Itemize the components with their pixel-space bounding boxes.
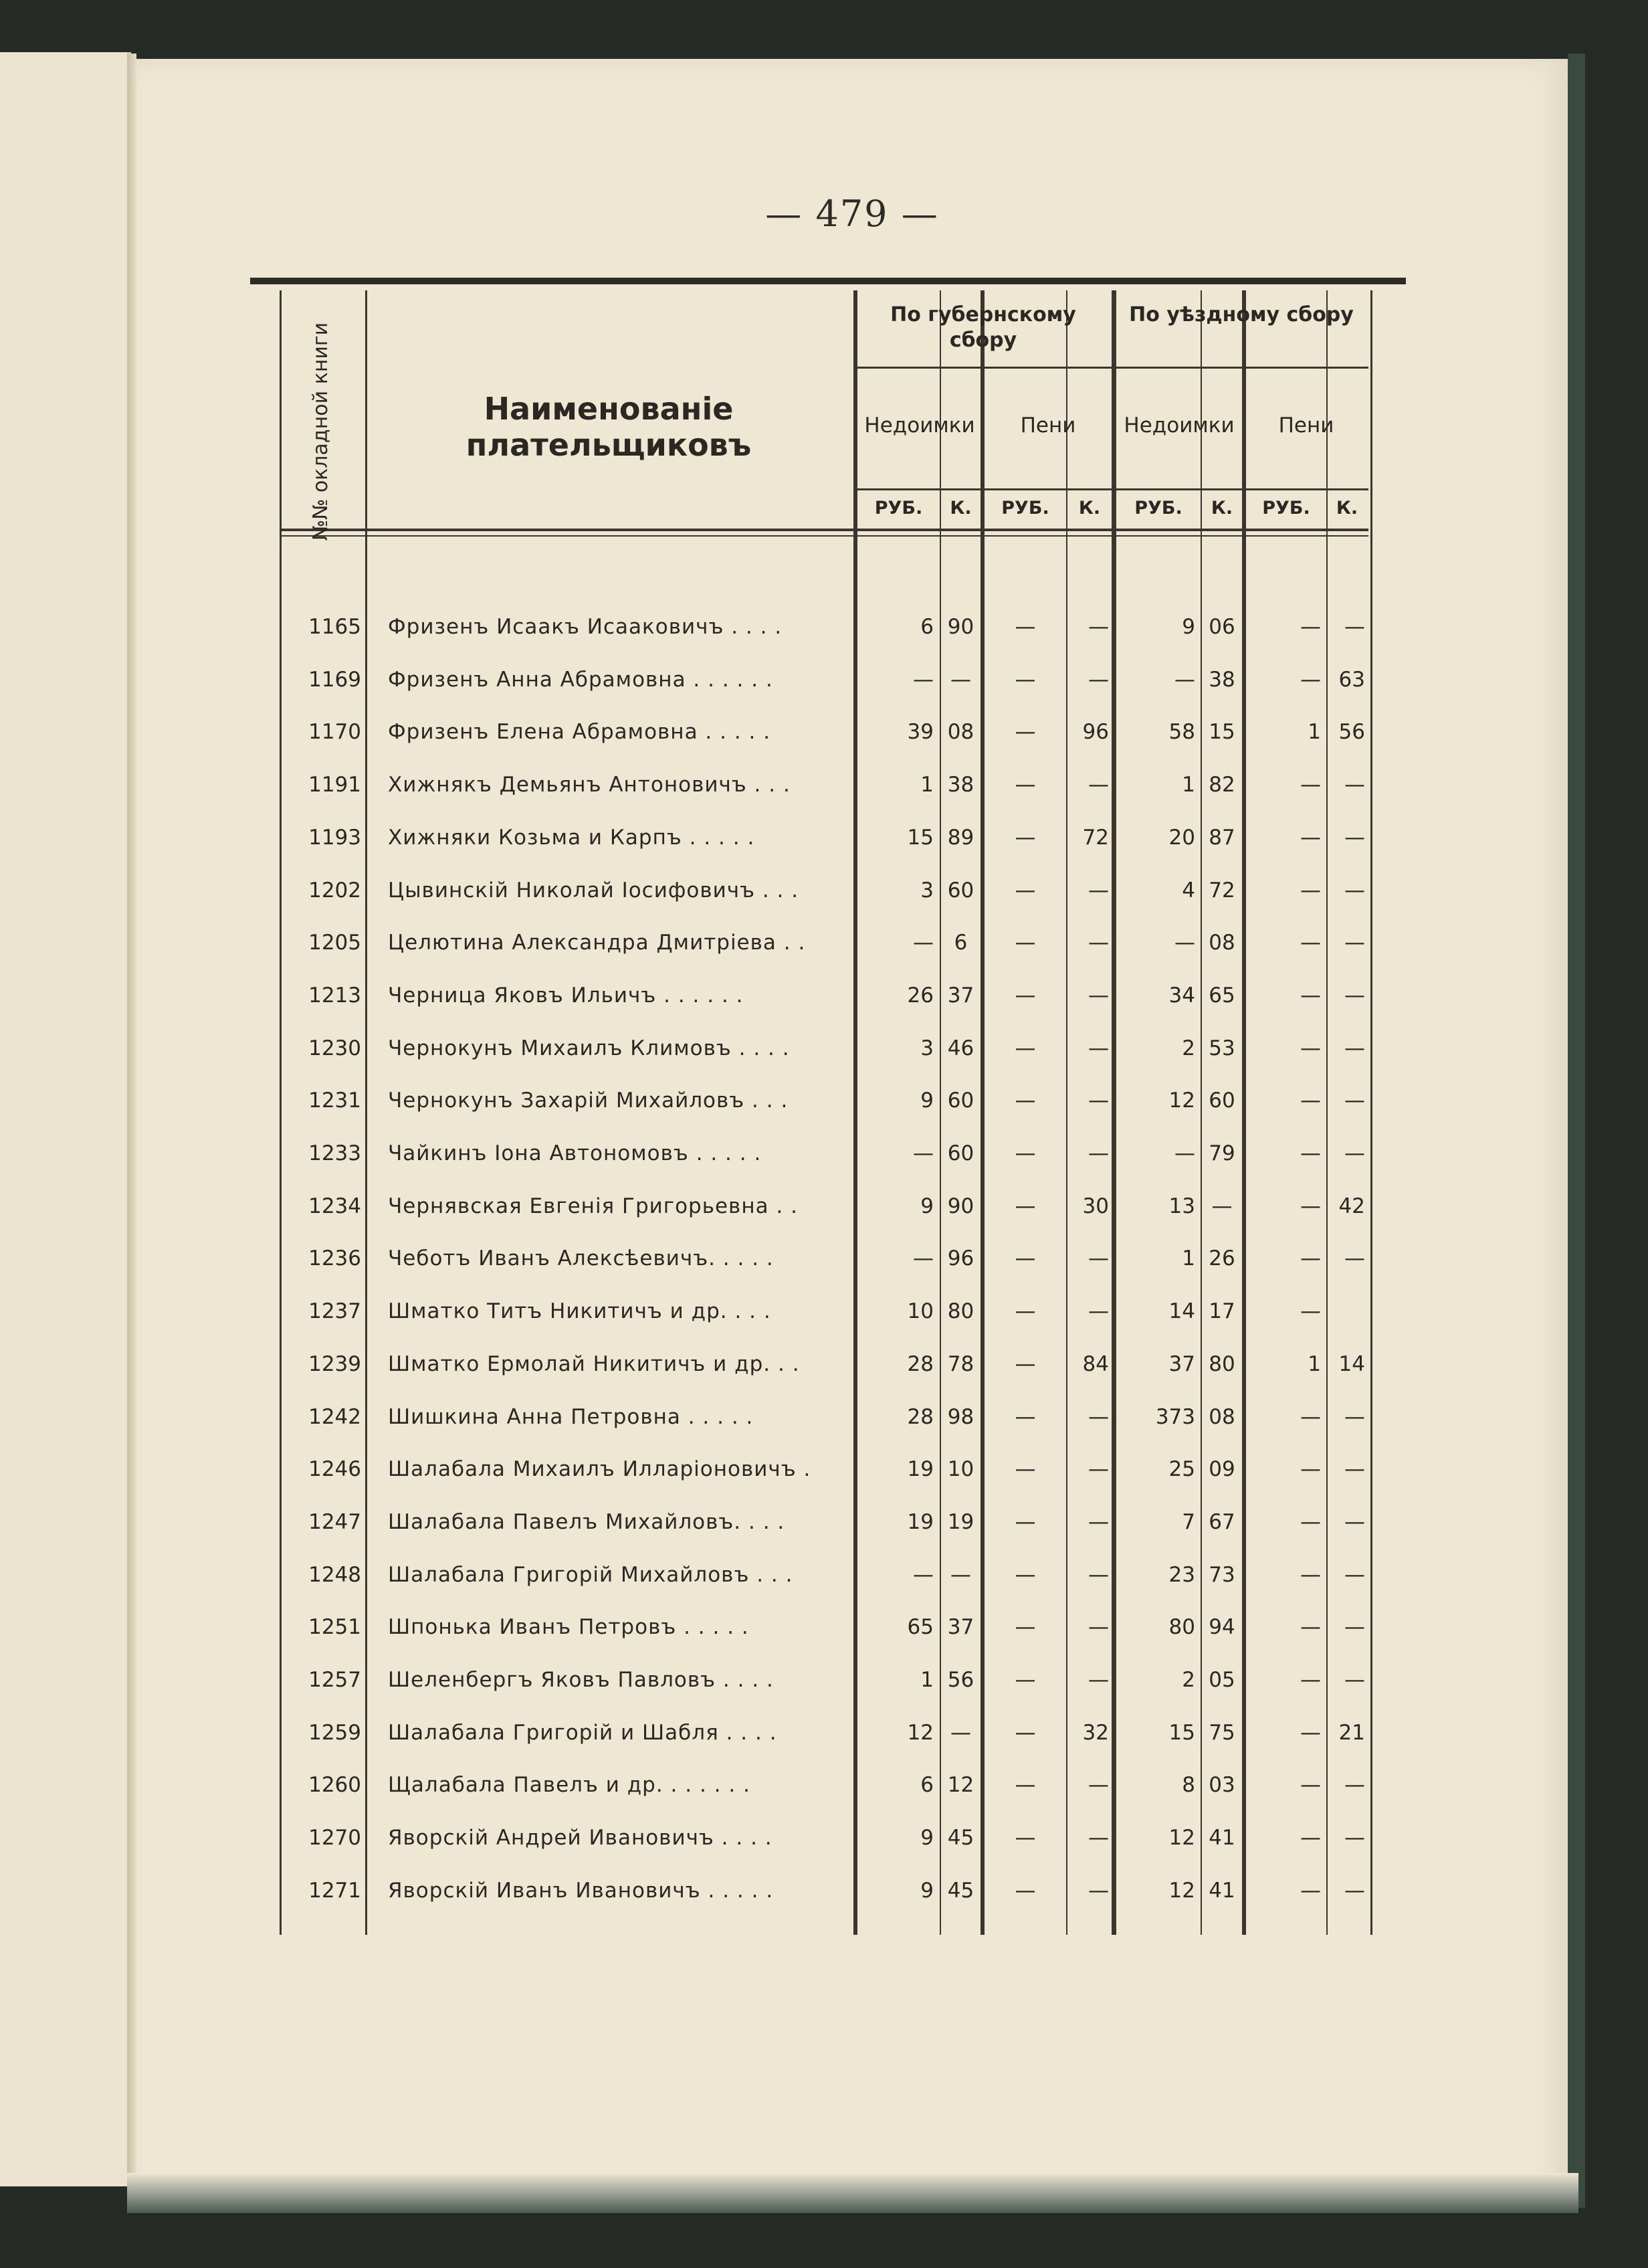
district-arrears-rubles: 8 [1182,1773,1195,1798]
district-fines-kopecks: — [1344,1562,1365,1587]
provincial-fines-rubles: — [1015,1615,1036,1640]
provincial-arrears-kopecks: 19 [947,1509,974,1534]
provincial-fines-rubles: — [1015,878,1036,903]
provincial-fines-rubles: — [1015,615,1036,639]
provincial-arrears-kopecks: 60 [947,1141,974,1165]
district-fines-rubles: — [1300,931,1321,955]
provincial-arrears-rubles: 65 [907,1615,934,1640]
district-arrears-rubles: 23 [1168,1562,1195,1587]
book-number: 1257 [308,1668,361,1692]
provincial-fines-rubles: — [1015,1773,1036,1798]
district-fines-kopecks: 63 [1338,667,1365,692]
provincial-arrears-kopecks: 78 [947,1351,974,1376]
table-row [0,1338,1648,1390]
district-fines-rubles: — [1300,1615,1321,1640]
district-fines-kopecks [1328,1285,1365,1337]
payer-name: Хижнякъ Демьянъ Антоновичъ . . . [388,773,791,797]
district-fines-kopecks: — [1344,1615,1365,1640]
book-number: 1230 [308,1036,361,1060]
table-row [0,1127,1648,1179]
provincial-fines-rubles: — [1015,1562,1036,1587]
district-fines-rubles: — [1300,1141,1321,1165]
provincial-arrears-kopecks: 45 [947,1878,974,1903]
book-number: 1170 [308,720,361,745]
table-row [0,917,1648,969]
district-arrears-rubles: 80 [1168,1615,1195,1640]
table-row [0,1232,1648,1285]
provincial-arrears-kopecks: 38 [947,773,974,797]
provincial-fines-kopecks: — [1088,1668,1109,1692]
provincial-fines-rubles: — [1015,825,1036,850]
provincial-arrears-kopecks: 45 [947,1826,974,1851]
district-fines-rubles: — [1300,1246,1321,1271]
table-row [0,1601,1648,1653]
provincial-arrears-kopecks: 80 [947,1299,974,1324]
district-arrears-kopecks: 82 [1209,773,1235,797]
provincial-arrears-kopecks: 98 [947,1404,974,1429]
district-arrears-kopecks: 94 [1209,1615,1235,1640]
district-fines-kopecks: — [1344,1509,1365,1534]
district-fines-rubles: — [1300,878,1321,903]
header-arrears: Недоимки [1124,413,1235,438]
provincial-fines-rubles: — [1015,1351,1036,1376]
book-number: 1237 [308,1299,361,1324]
district-arrears-rubles: 2 [1182,1036,1195,1060]
provincial-fines-rubles: — [1015,1299,1036,1324]
book-number: 1260 [308,1773,361,1798]
payer-name: Шалабала Павелъ Михайловъ. . . . [388,1509,785,1534]
provincial-arrears-rubles: 10 [907,1299,934,1324]
district-arrears-kopecks: — [1211,1194,1233,1218]
provincial-arrears-kopecks: 37 [947,1615,974,1640]
provincial-fines-kopecks: — [1088,1826,1109,1851]
provincial-fines-kopecks: — [1088,1089,1109,1113]
district-fines-kopecks: — [1344,825,1365,850]
provincial-fines-rubles: — [1015,720,1036,745]
table-row [0,864,1648,917]
table-row [0,654,1648,706]
provincial-fines-kopecks: — [1088,1457,1109,1482]
district-arrears-kopecks: 38 [1209,667,1235,692]
payer-name: Шалабала Михаилъ Илларіоновичъ . [388,1457,811,1482]
district-fines-rubles: — [1300,1562,1321,1587]
provincial-fines-rubles: — [1015,1194,1036,1218]
book-number: 1239 [308,1351,361,1376]
book-number: 1205 [308,931,361,955]
table-row [0,1074,1648,1127]
district-arrears-kopecks: 09 [1209,1457,1235,1482]
district-arrears-rubles: 373 [1155,1404,1195,1429]
district-fines-kopecks: — [1344,1036,1365,1060]
district-fines-rubles: — [1300,1509,1321,1534]
payer-name: Шалабала Григорій и Шабля . . . . [388,1720,777,1745]
provincial-arrears-kopecks: 90 [947,615,974,639]
district-fines-rubles: — [1300,615,1321,639]
district-fines-kopecks: — [1344,1141,1365,1165]
district-fines-rubles: — [1300,825,1321,850]
provincial-arrears-rubles: 6 [920,1773,934,1798]
provincial-arrears-kopecks: 37 [947,983,974,1008]
provincial-fines-kopecks: — [1088,1036,1109,1060]
table-row [0,1496,1648,1548]
district-arrears-kopecks: 03 [1209,1773,1235,1798]
table-row [0,1443,1648,1495]
district-arrears-kopecks: 26 [1209,1246,1235,1271]
table-row [0,1549,1648,1601]
district-fines-kopecks: — [1344,1773,1365,1798]
district-fines-kopecks: — [1344,1668,1365,1692]
provincial-fines-rubles: — [1015,1141,1036,1165]
district-arrears-kopecks: 41 [1209,1826,1235,1851]
payer-name: Яворскій Иванъ Ивановичъ . . . . . [388,1878,774,1903]
table-row [0,1812,1648,1864]
district-fines-kopecks: — [1344,983,1365,1008]
district-arrears-rubles: 58 [1168,720,1195,745]
provincial-fines-rubles: — [1015,1089,1036,1113]
district-fines-rubles: — [1300,667,1321,692]
provincial-arrears-rubles: — [913,1141,934,1165]
district-arrears-kopecks: 05 [1209,1668,1235,1692]
book-number: 1233 [308,1141,361,1165]
provincial-arrears-rubles: 9 [920,1194,934,1218]
provincial-arrears-rubles: 9 [920,1826,934,1851]
provincial-arrears-rubles: 28 [907,1404,934,1429]
district-fines-rubles: — [1300,983,1321,1008]
table-row [0,812,1648,864]
provincial-arrears-kopecks: — [950,667,971,692]
district-arrears-kopecks: 65 [1209,983,1235,1008]
payer-name: Шишкина Анна Петровна . . . . . [388,1404,754,1429]
district-fines-kopecks: 42 [1338,1194,1365,1218]
provincial-arrears-kopecks: — [950,1720,971,1745]
provincial-arrears-rubles: 19 [907,1457,934,1482]
provincial-arrears-rubles: 9 [920,1878,934,1903]
header-divider [857,488,1368,490]
header-kopecks: К. [1211,498,1233,518]
district-arrears-kopecks: 08 [1209,1404,1235,1429]
district-fines-kopecks: — [1344,1089,1365,1113]
provincial-arrears-rubles: 3 [920,878,934,903]
header-fines: Пени [1020,413,1076,438]
district-arrears-rubles: 2 [1182,1668,1195,1692]
provincial-arrears-kopecks: 08 [947,720,974,745]
provincial-fines-rubles: — [1015,1826,1036,1851]
provincial-arrears-rubles: 1 [920,1668,934,1692]
book-number: 1169 [308,667,361,692]
provincial-arrears-rubles: 9 [920,1089,934,1113]
provincial-arrears-rubles: — [913,667,934,692]
provincial-arrears-kopecks: — [950,1562,971,1587]
district-fines-kopecks: 21 [1338,1720,1365,1745]
provincial-arrears-rubles: 19 [907,1509,934,1534]
book-number: 1270 [308,1826,361,1851]
table-row [0,1285,1648,1337]
book-number: 1271 [308,1878,361,1903]
header-divider [857,367,1368,369]
district-fines-kopecks: — [1344,878,1365,903]
provincial-fines-kopecks: 30 [1082,1194,1109,1218]
district-arrears-rubles: 34 [1168,983,1195,1008]
district-arrears-rubles: — [1174,667,1195,692]
provincial-arrears-kopecks: 90 [947,1194,974,1218]
provincial-fines-rubles: — [1015,1404,1036,1429]
provincial-fines-rubles: — [1015,1246,1036,1271]
district-fines-kopecks: — [1344,1246,1365,1271]
provincial-arrears-rubles: 6 [920,615,934,639]
payer-name: Фризенъ Исаакъ Исааковичъ . . . . [388,615,783,639]
payer-name: Целютина Александра Дмитріева . . [388,931,806,955]
table-row [0,601,1648,653]
district-arrears-kopecks: 79 [1209,1141,1235,1165]
book-number: 1236 [308,1246,361,1271]
district-arrears-kopecks: 80 [1209,1351,1235,1376]
provincial-fines-rubles: — [1015,983,1036,1008]
table-row [0,1391,1648,1443]
district-fines-rubles: — [1300,1773,1321,1798]
district-arrears-rubles: — [1174,931,1195,955]
book-number: 1193 [308,825,361,850]
provincial-fines-rubles: — [1015,1457,1036,1482]
district-fines-kopecks: — [1344,1878,1365,1903]
header-fines: Пени [1278,413,1334,438]
district-fines-kopecks: — [1344,773,1365,797]
table-row [0,706,1648,758]
district-fines-rubles: — [1300,773,1321,797]
provincial-fines-kopecks: — [1088,667,1109,692]
payer-name: Чернокунъ Михаилъ Климовъ . . . . [388,1036,790,1060]
district-arrears-rubles: 1 [1182,773,1195,797]
book-number: 1191 [308,773,361,797]
payer-name: Шматко Титъ Никитичъ и др. . . . [388,1299,771,1324]
book-number: 1251 [308,1615,361,1640]
provincial-fines-kopecks: — [1088,1878,1109,1903]
payer-name: Чеботъ Иванъ Алексѣевичъ. . . . . [388,1246,774,1271]
provincial-fines-kopecks: 32 [1082,1720,1109,1745]
district-arrears-rubles: — [1174,1141,1195,1165]
payer-name: Яворскій Андрей Ивановичъ . . . . [388,1826,772,1851]
payer-name: Хижняки Козьма и Карпъ . . . . . [388,825,755,850]
provincial-fines-kopecks: — [1088,1509,1109,1534]
district-arrears-rubles: 14 [1168,1299,1195,1324]
provincial-arrears-rubles: 3 [920,1036,934,1060]
provincial-arrears-rubles: 39 [907,720,934,745]
district-fines-kopecks: — [1344,931,1365,955]
provincial-arrears-kopecks: 12 [947,1773,974,1798]
district-arrears-kopecks: 53 [1209,1036,1235,1060]
district-fines-rubles: — [1300,1299,1321,1324]
header-bottom-rule [280,529,1368,531]
district-arrears-kopecks: 73 [1209,1562,1235,1587]
header-book-number: №№ окладной книги [309,322,332,541]
provincial-fines-kopecks: — [1088,1404,1109,1429]
payer-name: Черница Яковъ Ильичъ . . . . . . [388,983,744,1008]
provincial-arrears-kopecks: 46 [947,1036,974,1060]
provincial-fines-rubles: — [1015,667,1036,692]
payer-name: Фризенъ Анна Абрамовна . . . . . . [388,667,773,692]
header-arrears: Недоимки [864,413,975,438]
district-arrears-kopecks: 87 [1209,825,1235,850]
provincial-fines-rubles: — [1015,1878,1036,1903]
book-number: 1165 [308,615,361,639]
book-number: 1202 [308,878,361,903]
district-fines-rubles: — [1300,1089,1321,1113]
district-fines-kopecks: 14 [1338,1351,1365,1376]
district-arrears-kopecks: 08 [1209,931,1235,955]
district-fines-rubles: — [1300,1826,1321,1851]
table-row [0,1180,1648,1232]
payer-name: Шпонька Иванъ Петровъ . . . . . [388,1615,749,1640]
header-kopecks: К. [1078,498,1101,518]
book-number: 1247 [308,1509,361,1534]
payer-name: Фризенъ Елена Абрамовна . . . . . [388,720,771,745]
book-number: 1234 [308,1194,361,1218]
district-arrears-rubles: 37 [1168,1351,1195,1376]
provincial-arrears-rubles: 28 [907,1351,934,1376]
provincial-arrears-rubles: 15 [907,825,934,850]
district-fines-rubles: — [1300,1194,1321,1218]
provincial-arrears-kopecks: 60 [947,878,974,903]
provincial-fines-rubles: — [1015,1036,1036,1060]
district-arrears-kopecks: 15 [1209,720,1235,745]
district-arrears-rubles: 12 [1168,1878,1195,1903]
district-arrears-rubles: 7 [1182,1509,1195,1534]
district-arrears-rubles: 9 [1182,615,1195,639]
district-arrears-rubles: 25 [1168,1457,1195,1482]
top-rule [250,278,1406,284]
provincial-fines-kopecks: — [1088,1773,1109,1798]
district-fines-rubles: — [1300,1668,1321,1692]
district-fines-rubles: — [1300,1457,1321,1482]
book-number: 1259 [308,1720,361,1745]
district-fines-rubles: 1 [1308,1351,1321,1376]
payer-name: Щалабала Павелъ и др. . . . . . . [388,1773,750,1798]
provincial-arrears-kopecks: 10 [947,1457,974,1482]
payer-name: Шматко Ермолай Никитичъ и др. . . [388,1351,800,1376]
district-arrears-kopecks: 72 [1209,878,1235,903]
district-arrears-kopecks: 60 [1209,1089,1235,1113]
district-arrears-rubles: 13 [1168,1194,1195,1218]
page-number: — 479 — [765,193,939,235]
provincial-fines-kopecks: — [1088,983,1109,1008]
table-row [0,1759,1648,1811]
header-rubles: РУБ. [1134,498,1182,518]
header-kopecks: К. [950,498,972,518]
book-number: 1248 [308,1562,361,1587]
district-fines-rubles: — [1300,1720,1321,1745]
provincial-fines-kopecks: — [1088,1615,1109,1640]
district-fines-kopecks: — [1344,615,1365,639]
provincial-arrears-rubles: — [913,931,934,955]
district-arrears-kopecks: 75 [1209,1720,1235,1745]
table-row [0,969,1648,1022]
district-fines-rubles: 1 [1308,720,1321,745]
header-rubles: РУБ. [874,498,923,518]
provincial-fines-kopecks: 84 [1082,1351,1109,1376]
table-row [0,1865,1648,1917]
district-fines-rubles: — [1300,1404,1321,1429]
provincial-fines-kopecks: — [1088,1562,1109,1587]
provincial-fines-kopecks: — [1088,1141,1109,1165]
table-row [0,1707,1648,1759]
book-number: 1213 [308,983,361,1008]
provincial-arrears-kopecks: 6 [954,931,968,955]
provincial-fines-rubles: — [1015,931,1036,955]
header-bottom-rule [280,535,1368,537]
table-row [0,1654,1648,1706]
district-arrears-kopecks: 17 [1209,1299,1235,1324]
provincial-arrears-rubles: 26 [907,983,934,1008]
header-kopecks: К. [1336,498,1358,518]
header-rubles: РУБ. [1001,498,1049,518]
provincial-fines-kopecks: — [1088,931,1109,955]
district-fines-kopecks: — [1344,1826,1365,1851]
page-bottom-edge [127,2173,1578,2213]
payer-name: Цывинскій Николай Іосифовичъ . . . [388,878,799,903]
district-fines-kopecks: — [1344,1457,1365,1482]
payer-name: Шеленбергъ Яковъ Павловъ . . . . [388,1668,774,1692]
district-arrears-kopecks: 67 [1209,1509,1235,1534]
district-arrears-kopecks: 06 [1209,615,1235,639]
provincial-fines-kopecks: — [1088,878,1109,903]
provincial-arrears-rubles: — [913,1246,934,1271]
provincial-fines-kopecks: — [1088,773,1109,797]
provincial-fines-rubles: — [1015,1509,1036,1534]
payer-name: Чернокунъ Захарій Михайловъ . . . [388,1089,789,1113]
provincial-fines-rubles: — [1015,1720,1036,1745]
table-row [0,759,1648,811]
provincial-arrears-kopecks: 89 [947,825,974,850]
district-fines-rubles: — [1300,1036,1321,1060]
provincial-arrears-kopecks: 56 [947,1668,974,1692]
provincial-arrears-kopecks: 96 [947,1246,974,1271]
header-provincial-levy: По губернскому сбору [890,303,1076,352]
provincial-fines-kopecks: — [1088,615,1109,639]
provincial-fines-rubles: — [1015,773,1036,797]
provincial-fines-kopecks: — [1088,1299,1109,1324]
payer-name: Шалабала Григорій Михайловъ . . . [388,1562,793,1587]
provincial-arrears-rubles: — [913,1562,934,1587]
district-arrears-rubles: 15 [1168,1720,1195,1745]
district-arrears-rubles: 12 [1168,1826,1195,1851]
header-rubles: РУБ. [1262,498,1310,518]
provincial-fines-kopecks: — [1088,1246,1109,1271]
district-arrears-rubles: 12 [1168,1089,1195,1113]
district-arrears-rubles: 4 [1182,878,1195,903]
header-payer-name: Наименованіе плательщиковъ [466,391,752,463]
book-number: 1246 [308,1457,361,1482]
district-arrears-rubles: 20 [1168,825,1195,850]
district-fines-kopecks: — [1344,1404,1365,1429]
provincial-arrears-rubles: 1 [920,773,934,797]
provincial-arrears-kopecks: 60 [947,1089,974,1113]
header-district-levy: По уѣздному сбору [1129,303,1354,326]
book-number: 1231 [308,1089,361,1113]
district-fines-kopecks: 56 [1338,720,1365,745]
provincial-fines-kopecks: 72 [1082,825,1109,850]
district-fines-rubles: — [1300,1878,1321,1903]
provincial-fines-kopecks: 96 [1082,720,1109,745]
district-arrears-kopecks: 41 [1209,1878,1235,1903]
book-number: 1242 [308,1404,361,1429]
district-arrears-rubles: 1 [1182,1246,1195,1271]
payer-name: Чернявская Евгенія Григорьевна . . [388,1194,799,1218]
provincial-fines-rubles: — [1015,1668,1036,1692]
table-row [0,1022,1648,1074]
payer-name: Чайкинъ Іона Автономовъ . . . . . [388,1141,762,1165]
provincial-arrears-rubles: 12 [907,1720,934,1745]
